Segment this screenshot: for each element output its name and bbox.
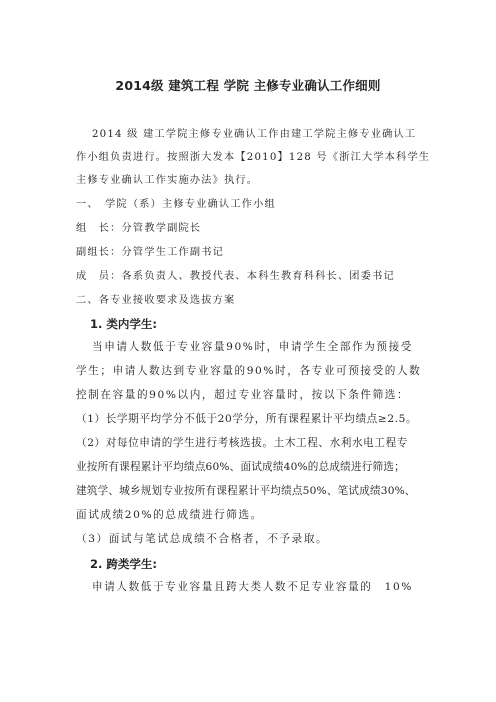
intro-line-1: 2014 级 建工学院主修专业确认工作由建工学院主修专业确认工: [92, 129, 417, 140]
sub1-line: 业按所有课程累计平均绩点60%、面试成绩40%的总成绩进行筛选；: [76, 461, 405, 473]
sub1-line: 当申请人数低于专业容量90%时，申请学生全部作为预接受: [92, 341, 413, 353]
section-1-heading: 一、 学院（系）主修专业确认工作小组: [76, 199, 276, 210]
sub2-line: 申请人数低于专业容量且跨大类人数不足专业容量的 10%: [92, 581, 413, 593]
subsection-1-heading: 1. 类内学生:: [90, 317, 157, 331]
intro-line-2: 作小组负责进行。按照浙大发本【2010】128 号《浙江大学本科学生: [76, 152, 431, 163]
sub1-line: 面试成绩20%的总成绩进行筛选。: [76, 509, 263, 521]
sub1-line: 控制在容量的90%以内，超过专业容量时，按以下条件筛选：: [76, 389, 410, 401]
intro-line-3: 主修专业确认工作实施办法》执行。: [76, 175, 259, 186]
group-leader: 组 长：分管教学副院长: [76, 223, 202, 234]
sub1-line: （2）对每位申请的学生进行考核选拔。土木工程、水利水电工程专: [76, 437, 408, 449]
section-2-heading: 二、各专业接收要求及选拔方案: [76, 295, 236, 306]
sub1-line: （3）面试与笔试总成绩不合格者，不予录取。: [76, 533, 329, 545]
sub1-line: （1）长学期平均学分不低于20学分，所有课程累计平均绩点≥2.5。: [76, 413, 418, 425]
sub1-line: 建筑学、城乡规划专业按所有课程累计平均绩点50%、笔试成绩30%、: [76, 485, 416, 497]
group-members: 成 员：各系负责人、教授代表、本科生教育科科长、团委书记: [76, 271, 395, 282]
subsection-2-heading: 2. 跨类学生:: [90, 557, 157, 571]
sub1-line: 学生；申请人数达到专业容量的90%时，各专业可预接受的人数: [76, 365, 422, 377]
document-title: 2014级 建筑工程 学院 主修专业确认工作细则: [115, 78, 381, 93]
group-deputy: 副组长：分管学生工作副书记: [76, 247, 225, 258]
